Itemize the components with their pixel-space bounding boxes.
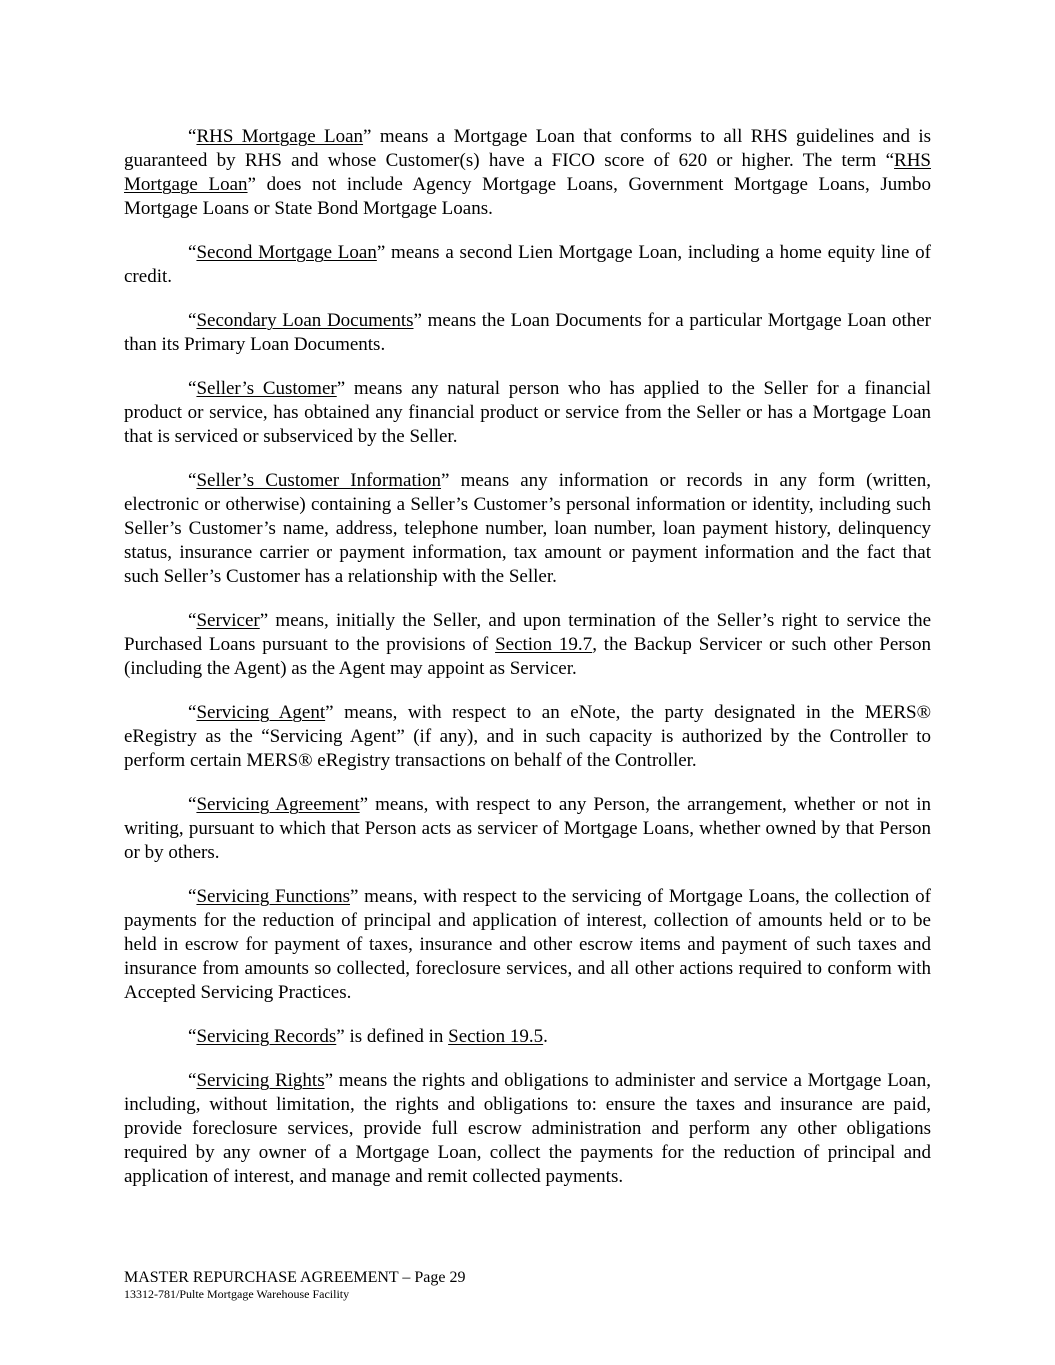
definition-sellers-customer: “Seller’s Customer” means any natural person who has applied to the Seller for a financial product or service, has obtained any financial product or service from the Seller or has a Mortgage Loan that is serviced or subserviced by the Seller. <box>124 378 931 447</box>
definition-text: ” means any information or records in any form (written, electronic or otherwise) containing a Seller’s Customer’s personal information or identity, including such Seller’s Customer’s name, address, telephone number, loan number, loan payment history, delinquency status, insurance carrier or payment information, tax amount or payment information and the fact that such Seller’s Customer has a relationship with the Seller. <box>124 470 931 587</box>
section-reference: Section 19.7 <box>495 634 593 655</box>
definition-servicing-agent: “Servicing Agent” means, with respect to an eNote, the party designated in the MERS® eRegistry as the “Servicing Agent” (if any), and in such capacity is authorized by the Controller to perform certain MERS® eRegistry transactions on behalf of the Controller. <box>124 702 932 771</box>
definition-text: , the Backup Servicer or such other Person (including the Agent) as the Agent may appoint as Servicer. <box>124 634 932 679</box>
definition-text: ” is defined in <box>336 1026 449 1047</box>
defined-term: Servicing Agreement <box>196 794 360 815</box>
definition-text: . <box>543 1026 548 1047</box>
definition-second-mortgage-loan: “Second Mortgage Loan” means a second Lien Mortgage Loan, including a home equity line of credit. <box>124 242 931 287</box>
defined-term: Second Mortgage Loan <box>196 242 377 263</box>
definition-servicing-agreement: “Servicing Agreement” means, with respect to any Person, the arrangement, whether or not in writing, pursuant to which that Person acts as servicer of Mortgage Loans, whether owned by that Person or by others. <box>124 794 931 863</box>
definition-text: ” means any natural person who has applied to the Seller for a financial product or service, has obtained any financial product or service from the Seller or has a Mortgage Loan that is serviced or subserviced by the Seller. <box>124 378 931 447</box>
definition-text: ” means, initially the Seller, and upon termination of the Seller’s right to service the Purchased Loans pursuant to the provisions of <box>124 610 931 655</box>
definition-servicing-records: “Servicing Records” is defined in Section 19.5. <box>188 1026 548 1047</box>
defined-term: RHS Mortgage Loan <box>124 150 931 195</box>
definition-rhs-mortgage-loan: “RHS Mortgage Loan” means a Mortgage Loan that conforms to all RHS guidelines and is guaranteed by RHS and whose Customer(s) have a FICO score of 620 or higher. The term “RHS Mortgage Loan” does not include Agency Mortgage Loans, Government Mortgage Loans, Jumbo Mortgage Loans or State Bond Mortgage Loans. <box>124 126 931 219</box>
definition-sellers-customer-information: “Seller’s Customer Information” means any information or records in any form (written, electronic or otherwise) containing a Seller’s Customer’s personal information or identity, including such Seller’s Customer’s name, address, telephone number, loan number, loan payment history, delinquency status, insurance carrier or payment information, tax amount or payment information and the fact that such Seller’s Customer has a relationship with the Seller. <box>124 470 931 587</box>
defined-term: Servicer <box>196 610 260 631</box>
definition-text: ” means a second Lien Mortgage Loan, including a home equity line of credit. <box>124 242 931 287</box>
section-reference: Section 19.5 <box>448 1026 544 1047</box>
definition-servicing-rights: “Servicing Rights” means the rights and obligations to administer and service a Mortgage Loan, including, without limitation, the rights and obligations to: ensure the taxes and insurance are paid, provide foreclosure services, provide full escrow administration and perform any other obligations required by any owner of a Mortgage Loan, collect the payments for the reduction of principal and application of interest, and manage and remit collected payments. <box>124 1070 931 1187</box>
defined-term: Servicing Functions <box>196 886 350 907</box>
definition-servicing-functions: “Servicing Functions” means, with respect to the servicing of Mortgage Loans, the collection of payments for the reduction of principal and application of interest, collection of amounts held or to be held in escrow for payment of taxes, insurance and other escrow items and payment of such taxes and insurance from amounts so collected, foreclosure services, and all other actions required to conform with Accepted Servicing Practices. <box>124 886 931 1003</box>
defined-term: Servicing Rights <box>196 1070 325 1091</box>
defined-term: Servicing Records <box>196 1026 337 1047</box>
definition-text: ” does not include Agency Mortgage Loans, Government Mortgage Loans, Jumbo Mortgage Loans or State Bond Mortgage Loans. <box>124 174 931 219</box>
defined-term: Seller’s Customer <box>196 378 337 399</box>
definition-secondary-loan-documents: “Secondary Loan Documents” means the Loan Documents for a particular Mortgage Loan other than its Primary Loan Documents. <box>124 310 931 355</box>
definition-text: ” means the Loan Documents for a particular Mortgage Loan other than its Primary Loan Documents. <box>124 310 931 355</box>
defined-term: Seller’s Customer Information <box>196 470 442 491</box>
definition-text: ” means the rights and obligations to administer and service a Mortgage Loan, including, without limitation, the rights and obligations to: ensure the taxes and insurance are paid, provide foreclosure services, provide full escrow administration and perform any other obligations required by any owner of a Mortgage Loan, collect the payments for the reduction of principal and application of interest, and manage and remit collected payments. <box>124 1070 931 1187</box>
footer-title: MASTER REPURCHASE AGREEMENT – Page 29 <box>124 1269 466 1286</box>
definition-servicer: “Servicer” means, initially the Seller, and upon termination of the Seller’s right to service the Purchased Loans pursuant to the provisions of Section 19.7, the Backup Servicer or such other Person (including the Agent) as the Agent may appoint as Servicer. <box>124 610 932 679</box>
defined-term: Secondary Loan Documents <box>196 310 414 331</box>
definition-text: ” means, with respect to an eNote, the party designated in the MERS® eRegistry as the “Servicing Agent” (if any), and in such capacity is authorized by the Controller to perform certain MERS® eRegistry transactions on behalf of the Controller. <box>124 702 932 771</box>
defined-term: Servicing Agent <box>196 702 326 723</box>
page-footer <box>124 1268 931 1302</box>
document-body <box>124 125 931 1209</box>
definition-text: ” means, with respect to the servicing of Mortgage Loans, the collection of payments for the reduction of principal and application of interest, collection of amounts held or to be held in escrow for payment of taxes, insurance and other escrow items and payment of such taxes and insurance from amounts so collected, foreclosure services, and all other actions required to conform with Accepted Servicing Practices. <box>124 886 931 1003</box>
definition-text: ” means a Mortgage Loan that conforms to all RHS guidelines and is guaranteed by RHS and whose Customer(s) have a FICO score of 620 or higher. The term “ <box>124 126 931 171</box>
footer-file-reference: 13312-781/Pulte Mortgage Warehouse Facility <box>124 1287 350 1301</box>
defined-term: RHS Mortgage Loan <box>196 126 364 147</box>
definition-text: ” means, with respect to any Person, the arrangement, whether or not in writing, pursuant to which that Person acts as servicer of Mortgage Loans, whether owned by that Person or by others. <box>124 794 931 863</box>
